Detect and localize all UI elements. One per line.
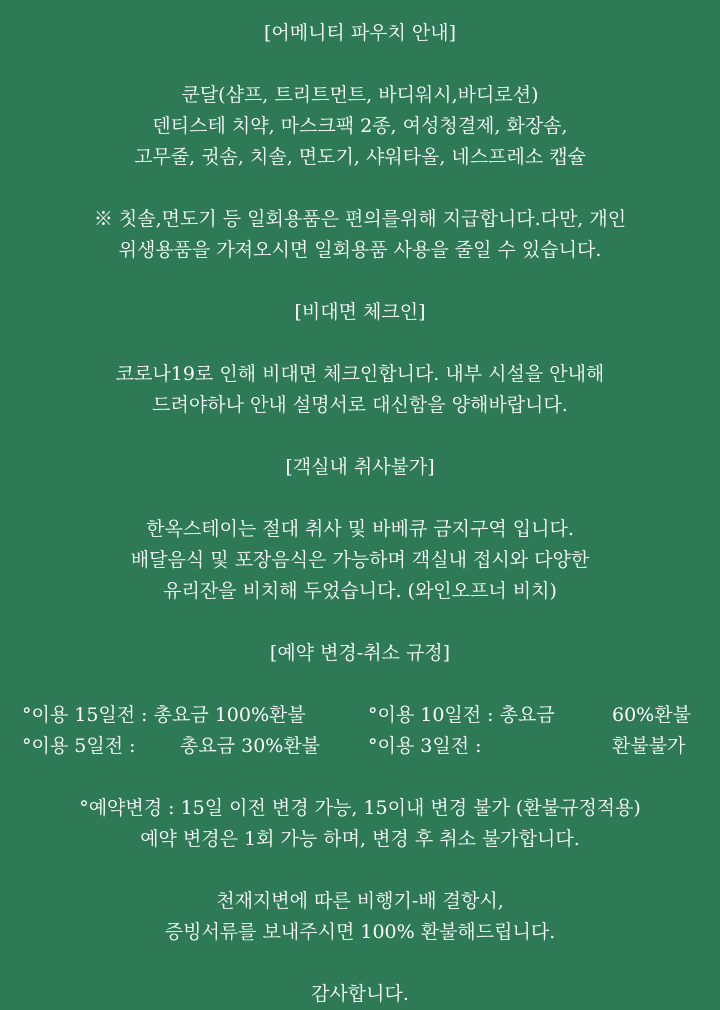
change-policy-line: °예약변경 : 15일 이전 변경 가능, 15이내 변경 불가 (환불규정적용) <box>79 797 641 819</box>
refund-3-days-value: 환불불가 <box>612 735 686 757</box>
refund-5-days-label: °이용 5일전 : <box>22 735 136 757</box>
disaster-line: 증빙서류를 보내주시면 100% 환불해드립니다. <box>164 921 556 943</box>
refund-10-days-value: 60%환불 <box>612 704 691 726</box>
disaster-line: 천재지변에 따른 비행기-배 결항시, <box>216 890 504 912</box>
refund-10-days-label: °이용 10일전 : 총요금 <box>368 704 555 726</box>
contactless-heading: [비대면 체크인] <box>294 301 426 323</box>
refund-row <box>0 731 720 762</box>
notice-line: ※ 칫솔,면도기 등 일회용품은 편의를위해 지급합니다.다만, 개인 <box>93 208 627 230</box>
amenity-line: 고무줄, 귓솜, 치솔, 면도기, 샤워타올, 네스프레소 캡슐 <box>134 146 586 168</box>
cancellation-heading: [예약 변경-취소 규정] <box>269 642 451 664</box>
amenity-line: 덴티스테 치약, 마스크팩 2종, 여성청결제, 화장솜, <box>152 115 568 137</box>
refund-row <box>0 700 720 731</box>
amenity-heading: [어메니티 파우치 안내] <box>263 22 457 44</box>
amenity-line: 쿤달(샴프, 트리트먼트, 바디워시,바디로션) <box>181 84 539 106</box>
refund-3-days-label: °이용 3일전 : <box>368 735 482 757</box>
cooking-line: 한옥스테이는 절대 취사 및 바베큐 금지구역 입니다. <box>146 518 574 540</box>
contactless-line: 코로나19로 인해 비대면 체크인합니다. 내부 시설을 안내해 <box>115 363 605 385</box>
closing-text: 감사합니다. <box>311 983 409 1005</box>
refund-5-days-value: 총요금 30%환불 <box>180 735 321 757</box>
contactless-line: 드려야하나 안내 설명서로 대신함을 양해바랍니다. <box>152 394 568 416</box>
cooking-line: 배달음식 및 포장음식은 가능하며 객실내 접시와 다양한 <box>130 549 590 571</box>
cooking-heading: [객실내 취사불가] <box>285 456 435 478</box>
change-policy-line: 예약 변경은 1회 가능 하며, 변경 후 취소 불가합니다. <box>140 828 580 850</box>
cooking-line: 유리잔을 비치해 두었습니다. (와인오프너 비치) <box>163 580 557 602</box>
notice-line: 위생용품을 가져오시면 일회용품 사용을 줄일 수 있습니다. <box>118 239 602 261</box>
refund-15-days: °이용 15일전 : 총요금 100%환불 <box>22 704 306 726</box>
